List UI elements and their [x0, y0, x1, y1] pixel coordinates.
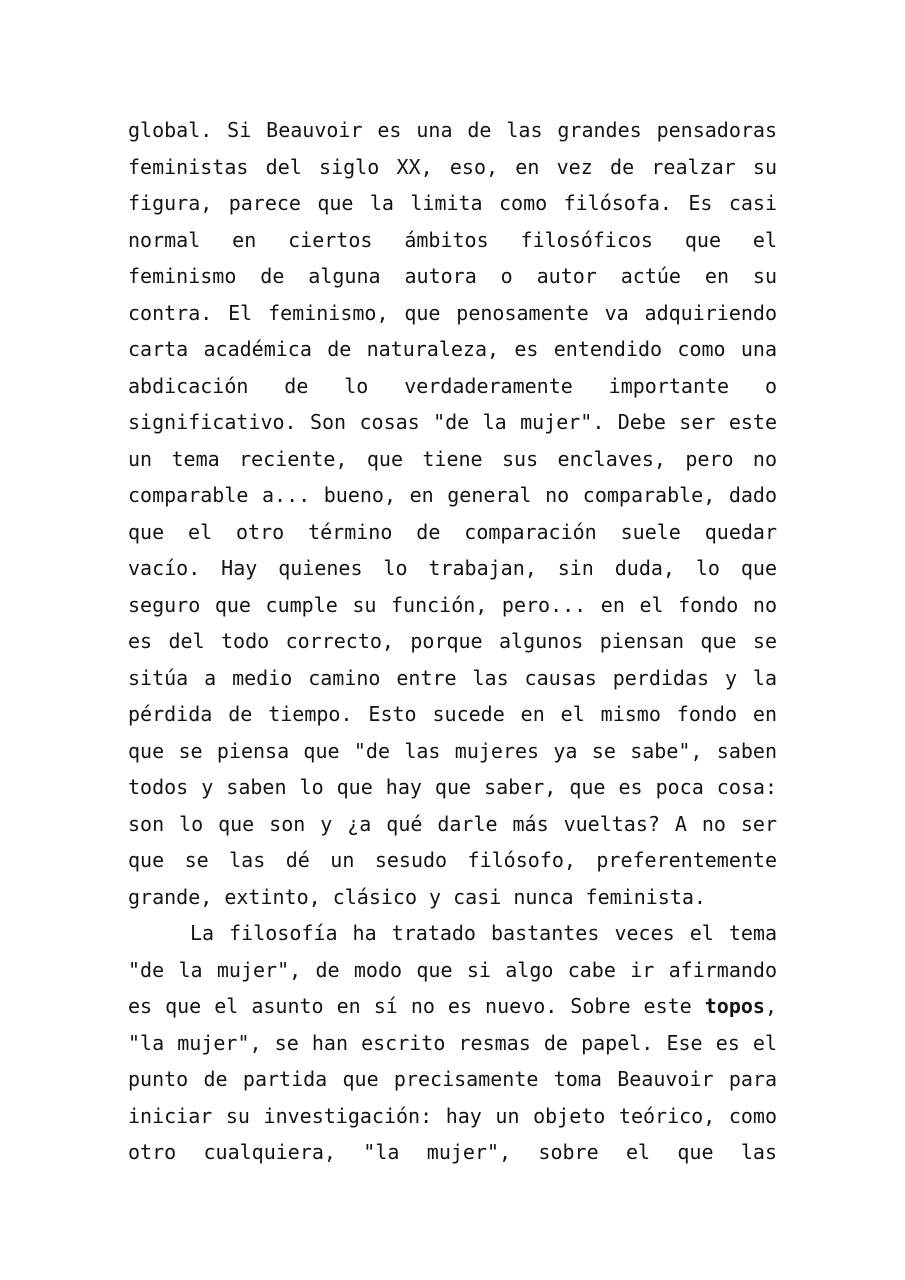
paragraph-2-text-before: La filosofía ha tratado bastantes veces el tema "de la mujer", de modo que si algo cabe ir afirmando es que el asunto en sí no es nuevo. Sobre este	[128, 921, 777, 1018]
paragraph-2-bold-term: topos	[704, 994, 765, 1018]
body-text	[128, 112, 777, 1171]
paragraph-2-text-after: , "la mujer", se han escrito resmas de papel. Ese es el punto de partida que precisamente toma Beauvoir para iniciar su investigación: hay un objeto teórico, como otro cualquiera, "la mujer", sobre el que las	[128, 994, 777, 1164]
paragraph-1: global. Si Beauvoir es una de las grandes pensadoras feministas del siglo XX, eso, en vez de realzar su figura, parece que la limita como filósofa. Es casi normal en ciertos ámbitos filosóficos que el feminismo de alguna autora o autor actúe en su contra. El feminismo, que penosamente va adquiriendo carta académica de naturaleza, es entendido como una abdicación de lo verdaderamente importante o significativo. Son cosas "de la mujer". Debe ser este un tema reciente, que tiene sus enclaves, pero no comparable a... bueno, en general no comparable, dado que el otro término de comparación suele quedar vacío. Hay quienes lo trabajan, sin duda, lo que seguro que cumple su función, pero... en el fondo no es del todo correcto, porque algunos piensan que se sitúa a medio camino entre las causas perdidas y la pérdida de tiempo. Esto sucede en el mismo fondo en que se piensa que "de las mujeres ya se sabe", saben todos y saben lo que hay que saber, que es poca cosa: son lo que son y ¿a qué darle más vueltas? A no ser que se las dé un sesudo filósofo, preferentemente grande, extinto, clásico y casi nunca feminista.	[128, 118, 777, 909]
paragraph-2	[128, 915, 777, 1171]
